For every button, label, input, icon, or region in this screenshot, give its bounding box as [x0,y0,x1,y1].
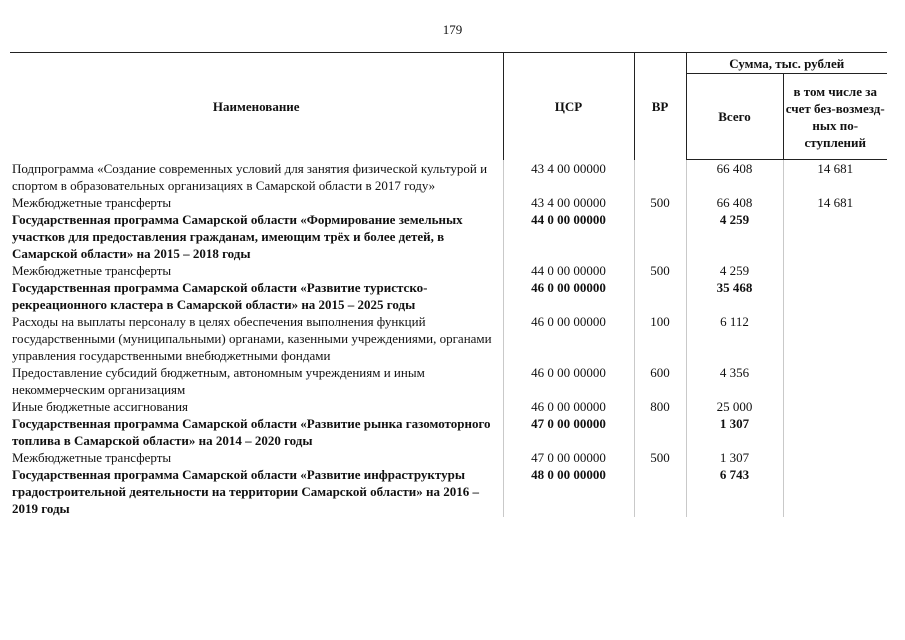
header-vr: ВР [634,53,686,160]
row-grants [783,415,887,449]
row-vr: 500 [634,262,686,279]
table-row [10,398,887,415]
table-body [10,160,887,517]
row-grants [783,466,887,517]
table-row [10,466,887,517]
row-total: 25 000 [686,398,783,415]
row-grants [783,449,887,466]
row-name: Предоставление субсидий бюджетным, автономным учреждениям и иным некоммерческим организациям [12,364,425,397]
row-total: 4 259 [686,211,783,262]
table-row [10,279,887,313]
row-vr: 600 [634,364,686,398]
row-name: Иные бюджетные ассигнования [12,398,189,414]
row-name: Государственная программа Самарской области «Развитие инфраструктуры градостроительной деятельности на территории Самарской области» на 2016 – 2019 годы [12,466,479,516]
row-vr [634,211,686,262]
row-csr: 46 0 00 00000 [503,313,634,364]
row-vr [634,415,686,449]
table-row [10,211,887,262]
table-row [10,415,887,449]
row-csr: 46 0 00 00000 [503,398,634,415]
row-total: 35 468 [686,279,783,313]
row-total: 1 307 [686,415,783,449]
row-csr: 44 0 00 00000 [503,262,634,279]
row-name: Расходы на выплаты персоналу в целях обеспечения выполнения функций государственными (муниципальными) органами, казенными учреждениями, органами управления государственными внебюджетными фондами [12,313,492,363]
header-sum: Сумма, тыс. рублей [686,53,887,74]
table-row [10,160,887,194]
page-number: 179 [442,22,463,37]
row-name: Межбюджетные трансферты [12,449,172,465]
row-csr: 46 0 00 00000 [503,364,634,398]
header-csr: ЦСР [503,53,634,160]
row-vr: 500 [634,194,686,211]
row-total: 1 307 [686,449,783,466]
row-total: 66 408 [686,194,783,211]
row-grants [783,313,887,364]
row-csr: 48 0 00 00000 [503,466,634,517]
row-name: Государственная программа Самарской области «Развитие рынка газомоторного топлива в Самарской области» на 2014 – 2020 годы [12,415,491,448]
row-total: 66 408 [686,160,783,194]
row-grants [783,262,887,279]
header-name: Наименование [10,53,503,160]
table-row [10,194,887,211]
table-row [10,313,887,364]
table-row [10,262,887,279]
row-name: Межбюджетные трансферты [12,262,172,278]
row-total: 4 356 [686,364,783,398]
table-row [10,364,887,398]
row-csr: 44 0 00 00000 [503,211,634,262]
row-name: Межбюджетные трансферты [12,194,172,210]
row-grants: 14 681 [783,194,887,211]
row-vr [634,160,686,194]
header-total: Всего [686,74,783,160]
row-csr: 47 0 00 00000 [503,415,634,449]
table-row [10,449,887,466]
row-name: Государственная программа Самарской области «Развитие туристско-рекреационного кластера в Самарской области» на 2015 – 2025 годы [12,279,428,312]
row-csr: 47 0 00 00000 [503,449,634,466]
row-grants: 14 681 [783,160,887,194]
row-total: 6 112 [686,313,783,364]
row-grants [783,211,887,262]
row-name: Подпрограмма «Создание современных условий для занятия физической культурой и спортом в образовательных организациях в Самарской области в 2017 году» [12,160,488,193]
row-vr: 500 [634,449,686,466]
row-grants [783,398,887,415]
header-grants: в том числе за счет без-возмезд-ных по-ступлений [783,74,887,160]
row-csr: 46 0 00 00000 [503,279,634,313]
row-grants [783,279,887,313]
budget-table [10,52,887,517]
row-vr [634,466,686,517]
row-csr: 43 4 00 00000 [503,194,634,211]
row-vr: 100 [634,313,686,364]
row-vr: 800 [634,398,686,415]
row-vr [634,279,686,313]
table-header [10,53,887,160]
row-total: 6 743 [686,466,783,517]
row-grants [783,364,887,398]
row-name: Государственная программа Самарской области «Формирование земельных участков для предоставления гражданам, имеющим трёх и более детей, в Самарской области» на 2015 – 2018 годы [12,211,463,261]
row-total: 4 259 [686,262,783,279]
row-csr: 43 4 00 00000 [503,160,634,194]
